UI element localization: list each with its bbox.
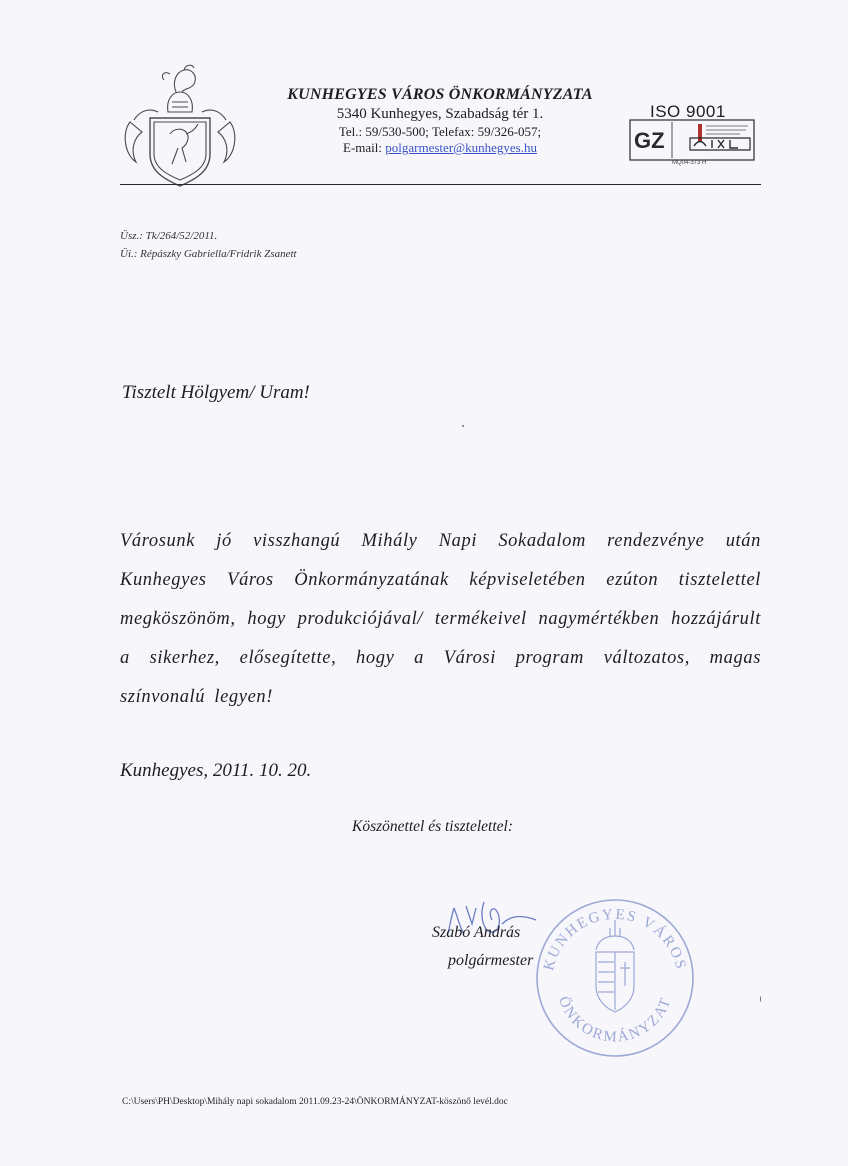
letter-salutation: Tisztelt Hölgyem/ Uram!	[122, 382, 310, 403]
letterhead-divider	[120, 184, 761, 185]
iso-certificate-code: MQ04-373 H	[672, 160, 707, 166]
email-label: E-mail:	[343, 140, 386, 155]
signer-name: Szabó András	[432, 924, 521, 941]
iso-certification-title: ISO 9001	[650, 102, 726, 121]
iso-certification-logo	[628, 118, 756, 162]
reference-case-number: Üsz.: Tk/264/52/2011.	[120, 230, 218, 242]
email-link[interactable]: polgarmester@kunhegyes.hu	[385, 140, 537, 155]
letter-body: Városunk jó visszhangú Mihály Napi Sokadalom rendezvénye után Kunhegyes Város Önkormányzatának képviseletében ezúton tisztelettel megköszönöm, hogy produkciójával/ termékeivel nagymértékben hozzájárult a sikerhez, elősegítette, hogy a Városi program változatos, magas színvonalú legyen!	[120, 531, 761, 707]
organization-address: 5340 Kunhegyes, Szabadság tér 1.	[336, 106, 544, 122]
hungarian-coat-of-arms-icon	[596, 920, 634, 1012]
stamp-bottom-text: ÖNKORMÁNYZAT	[555, 994, 675, 1046]
letter-closing: Köszönettel és tisztelettel:	[352, 818, 514, 835]
document-file-path: C:\Users\PH\Desktop\Mihály napi sokadalom 2011.09.23-24\ÖNKORMÁNYZAT-köszönő levél.doc	[122, 1097, 508, 1107]
scan-speck	[462, 425, 464, 427]
signer-title: polgármester	[448, 952, 534, 969]
scan-speck	[760, 996, 761, 1002]
municipal-coat-of-arms-icon	[120, 62, 240, 190]
iso-logo-text: GZ	[634, 128, 665, 153]
organization-phone-fax: Tel.: 59/530-500; Telefax: 59/326-057;	[338, 124, 542, 139]
stamp-top-text: KUNHEGYES VÁROS	[541, 906, 689, 973]
reference-administrator: Üi.: Répászky Gabriella/Fridrik Zsanett	[120, 248, 297, 260]
letter-date: Kunhegyes, 2011. 10. 20.	[120, 760, 312, 781]
official-stamp	[530, 890, 700, 1060]
organization-email-line	[240, 140, 640, 156]
organization-name: KUNHEGYES VÁROS ÖNKORMÁNYZATA	[287, 86, 593, 103]
